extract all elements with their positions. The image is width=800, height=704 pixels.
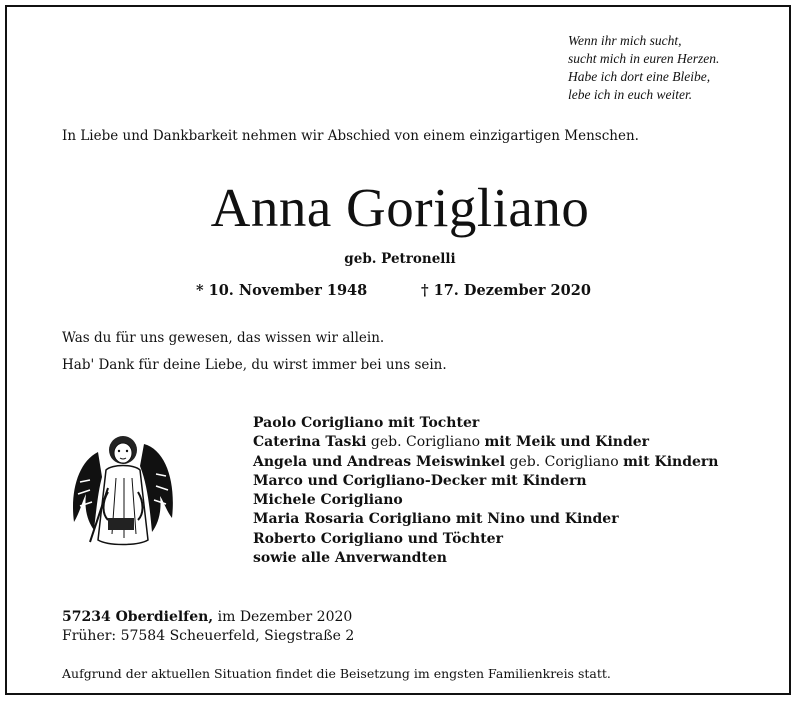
verse-line: Hab' Dank für deine Liebe, du wirst immer bei uns sein. [62, 357, 447, 373]
motto-poem [568, 32, 719, 104]
mourner-line: Michele Corigliano [253, 492, 403, 509]
mourner-line: Roberto Corigliano und Töchter [253, 530, 503, 547]
place-date-text: im Dezember 2020 [213, 609, 353, 625]
intro-text: In Liebe und Dankbarkeit nehmen wir Abschied von einem einzigartigen Menschen. [62, 128, 639, 144]
mourner-line [253, 433, 718, 452]
motto-line: Habe ich dort eine Bleibe, [568, 69, 711, 84]
burial-note: Aufgrund der aktuellen Situation findet die Beisetzung im engsten Familienkreis statt. [62, 666, 611, 681]
mourner-line: Paolo Corigliano mit Tochter [253, 415, 480, 431]
mourner-birth-name: geb. Corigliano [366, 434, 485, 451]
angel-icon [68, 422, 178, 552]
notice-border [5, 5, 791, 695]
place-date [62, 608, 354, 646]
death-date: † 17. Dezember 2020 [421, 282, 591, 299]
place-line [62, 608, 354, 627]
birth-name: geb. Petronelli [344, 251, 456, 267]
mourners-list [253, 414, 718, 568]
motto-line: lebe ich in euch weiter. [568, 87, 693, 102]
birth-date: * 10. November 1948 [196, 282, 368, 299]
motto-line: sucht mich in euren Herzen. [568, 51, 720, 66]
deceased-name: Anna Gorigliano [210, 177, 590, 238]
mourner-name: Angela und Andreas Meiswinkel [253, 453, 506, 470]
mourner-line: Maria Rosaria Corigliano mit Nino und Kinder [253, 511, 619, 528]
mourner-family: mit Kindern [623, 453, 719, 470]
place-city: 57234 Oberdielfen, [62, 609, 214, 625]
motto-line: Wenn ihr mich sucht, [568, 33, 682, 48]
mourner-line [253, 453, 718, 472]
mourner-birth-name: geb. Corigliano [505, 453, 624, 470]
former-address: Früher: 57584 Scheuerfeld, Siegstraße 2 [62, 628, 355, 644]
mourner-family: mit Meik und Kinder [484, 434, 650, 451]
mourner-line: Marco und Corigliano-Decker mit Kindern [253, 472, 587, 489]
verse-line: Was du für uns gewesen, das wissen wir allein. [62, 330, 385, 346]
mourner-name: Caterina Taski [253, 434, 367, 451]
mourner-line: sowie alle Anverwandten [253, 550, 447, 567]
